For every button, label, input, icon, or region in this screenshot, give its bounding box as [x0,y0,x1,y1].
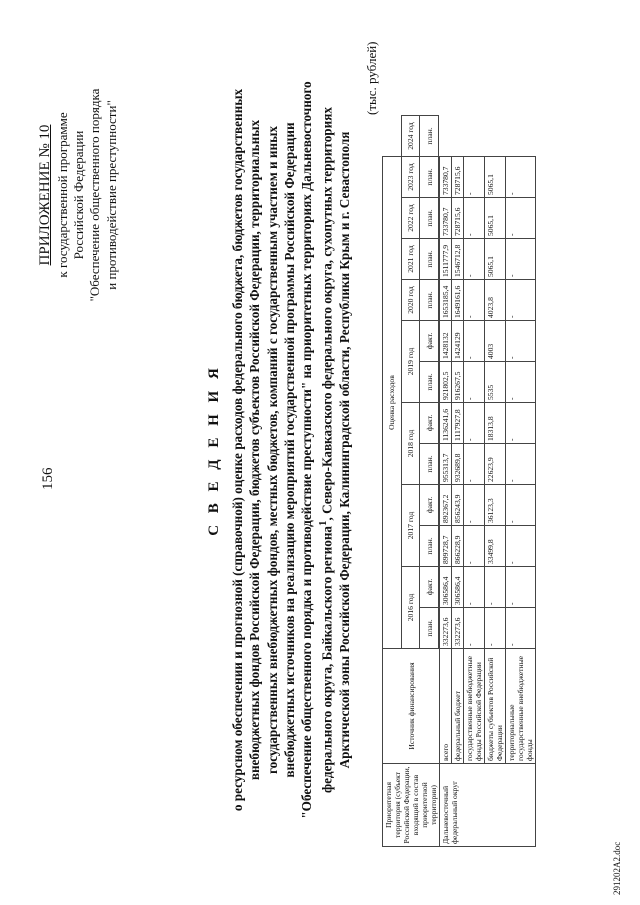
value-cell: 5065,1 [485,198,506,239]
value-cell: 916267,5 [452,362,464,403]
value-cell: 892367,2 [440,485,452,526]
header-plan: план. [420,444,439,485]
value-cell: 1546712,8 [452,239,464,280]
value-cell: 866228,9 [452,526,464,567]
header-plan: план. [420,526,439,567]
value-cell: 332273,6 [452,608,464,649]
header-year: 2017 год [401,485,420,567]
value-cell: 932689,8 [452,444,464,485]
appendix-line: Российской Федерации [71,130,86,260]
value-cell: 921802,5 [440,362,452,403]
source-cell: федеральный бюджет [452,649,464,764]
value-cell: - [464,198,485,239]
value-cell: - [506,362,536,403]
appendix-line: "Обеспечение общественного порядка [87,88,103,302]
value-cell: 856243,9 [452,485,464,526]
page-number: 156 [40,467,56,490]
title-line: Арктической зоны Российской Федерации, Калининградской области, Республики Крым и г. Севастополя [336,131,352,769]
header-year: 2021 год [401,239,420,280]
header-territory: Приоритетная территория (субъект Российской Федерации, входящий в состав приоритетной территории) [383,764,440,847]
value-cell: - [464,444,485,485]
value-cell: - [506,567,536,608]
value-cell: 1424129 [452,321,464,362]
title-line [316,55,336,845]
value-cell: 1428132 [440,321,452,362]
value-cell: - [506,444,536,485]
header-plan: план. [420,280,439,321]
document-title [205,55,353,845]
value-cell: 18313,8 [485,403,506,444]
header-fact: факт. [420,485,439,526]
title-line: государственных внебюджетных фондов, местных бюджетов, компаний с государственным участием и иных [264,125,280,775]
header-plan: план. [420,362,439,403]
value-cell: 955313,7 [440,444,452,485]
title-line: внебюджетных источников на реализацию мероприятий государственной программы Российской Федерации [282,122,298,778]
value-cell: - [485,567,506,608]
table-row [464,116,485,847]
table-row [506,116,536,847]
header-year: 2022 год [401,198,420,239]
header-year: 2018 год [401,403,420,485]
header-estimate: Оценка расходов [383,157,402,649]
value-cell: 22623,9 [485,444,506,485]
value-cell: - [506,485,536,526]
header-year: 2019 год [401,321,420,403]
source-cell: государственные внебюджетные фонды Российской Федерации [464,649,485,764]
header-year: 2023 год [401,157,420,198]
value-cell: - [506,608,536,649]
header-plan: план. [420,116,439,157]
value-cell: - [464,608,485,649]
title-line: "Обеспечение общественного порядка и противодействие преступности" на приоритетных территориях Дальневосточного [299,81,315,819]
header-year: 2016 год [401,567,420,649]
table-row [485,116,506,847]
header-plan: план. [420,157,439,198]
source-cell: территориальные государственные внебюджетные фонды [506,649,536,764]
value-cell: - [506,157,536,198]
appendix-number: ПРИЛОЖЕНИЕ № 10 [37,124,53,266]
header-fact: факт. [420,321,439,362]
value-cell: - [485,608,506,649]
value-cell: 1136241,6 [440,403,452,444]
header-source: Источник финансирования [383,649,440,764]
value-cell: 728715,6 [452,157,464,198]
header-plan: план. [420,198,439,239]
value-cell: 306586,4 [440,567,452,608]
value-cell: 1117927,8 [452,403,464,444]
value-cell: 1653185,4 [440,280,452,321]
value-cell: 1511777,9 [440,239,452,280]
header-year: 2024 год [401,116,420,157]
source-cell: всего [440,649,452,764]
territory-cell: Дальневосточный федеральный округ [440,764,536,847]
value-cell: - [464,403,485,444]
value-cell: - [506,239,536,280]
value-cell: - [506,403,536,444]
value-cell: - [464,280,485,321]
header-plan: план. [420,239,439,280]
value-cell: 33499,8 [485,526,506,567]
value-cell: - [464,526,485,567]
expense-table [382,115,536,847]
value-cell: 5065,1 [485,157,506,198]
unit-label: (тыс. рублей) [364,41,379,115]
table-row [452,116,464,847]
file-name-footer: 291202А2.doc [612,841,622,895]
header-year: 2020 год [401,280,420,321]
table-header-row [383,116,402,847]
header-fact: факт. [420,403,439,444]
title-text: федерального округа, Байкальского региона [319,525,335,793]
value-cell: 5065,1 [485,239,506,280]
footnote-mark: 1 [316,520,329,526]
title-line: внебюджетных фондов Российской Федерации, бюджетов субъектов Российской Федерации, территориальных [247,119,263,781]
value-cell: 4003 [485,321,506,362]
appendix-line: к государственной программе [54,112,70,278]
appendix-line: и противодействие преступности" [103,100,119,290]
value-cell: - [464,567,485,608]
appendix-header [36,25,120,365]
title-line: о ресурсном обеспечении и прогнозной (справочной) оценке расходов федерального бюджета, бюджетов государственных [229,88,245,812]
title-text: , Северо-Кавказского федерального округа, сухопутных территориях [319,107,335,521]
header-plan: план. [420,608,439,649]
value-cell: - [464,485,485,526]
title-heading: С В Е Д Е Н И Я [206,364,222,536]
header-fact: факт. [420,567,439,608]
value-cell: - [506,198,536,239]
value-cell: - [464,362,485,403]
value-cell: - [464,321,485,362]
value-cell: 733780,7 [440,198,452,239]
source-cell: бюджеты субъектов Российской Федерации [485,649,506,764]
value-cell: - [464,157,485,198]
value-cell: 4023,8 [485,280,506,321]
value-cell: - [506,321,536,362]
value-cell: 899728,7 [440,526,452,567]
value-cell: - [506,526,536,567]
value-cell: 36123,3 [485,485,506,526]
value-cell: 5535 [485,362,506,403]
value-cell: 306586,4 [452,567,464,608]
value-cell: - [506,280,536,321]
value-cell: 1649161,6 [452,280,464,321]
value-cell: 733780,7 [440,157,452,198]
table-row [440,116,452,847]
value-cell: 728715,6 [452,198,464,239]
value-cell: - [464,239,485,280]
value-cell: 332273,6 [440,608,452,649]
